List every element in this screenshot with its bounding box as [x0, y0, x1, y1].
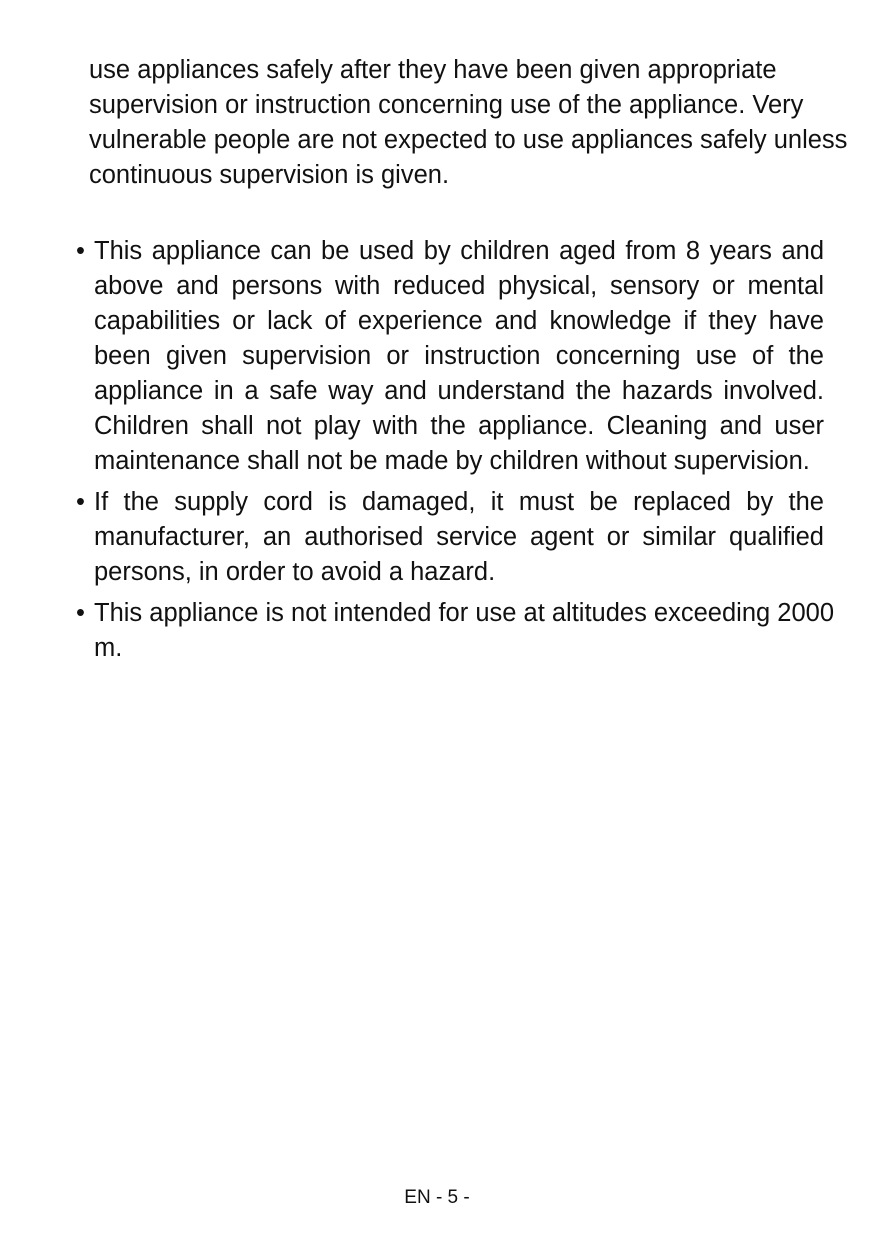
bullet-icon: •	[76, 488, 85, 516]
bullet-item-supply-cord	[76, 485, 824, 590]
bullet-text: This appliance can be used by children aged from 8 years and above and persons with reduced physical, sensory or mental capabilities or lack of experience and knowledge if they have been given supervision or instruction concerning use of the appliance in a safe way and understand the hazards involved. Children shall not play with the appliance. Cleaning and user maintenance shall not be made by children without supervision.	[94, 237, 824, 475]
intro-paragraph: use appliances safely after they have been given appropriate supervision or instruction concerning use of the appliance. Very vulnerable people are not expected to use appliances safely unless continuous supervision is given.	[89, 56, 848, 189]
page-number-footer: EN - 5 -	[404, 1187, 470, 1208]
bullet-item-altitude	[76, 596, 834, 666]
bullet-text: This appliance is not intended for use at altitudes exceeding 2000 m.	[94, 599, 834, 662]
bullet-icon: •	[76, 237, 85, 265]
safety-bullet-list	[76, 234, 836, 672]
bullet-item-children	[76, 234, 824, 479]
bullet-text: If the supply cord is damaged, it must be replaced by the manufacturer, an authorised service agent or similar qualified persons, in order to avoid a hazard.	[94, 488, 824, 586]
bullet-icon: •	[76, 599, 85, 627]
